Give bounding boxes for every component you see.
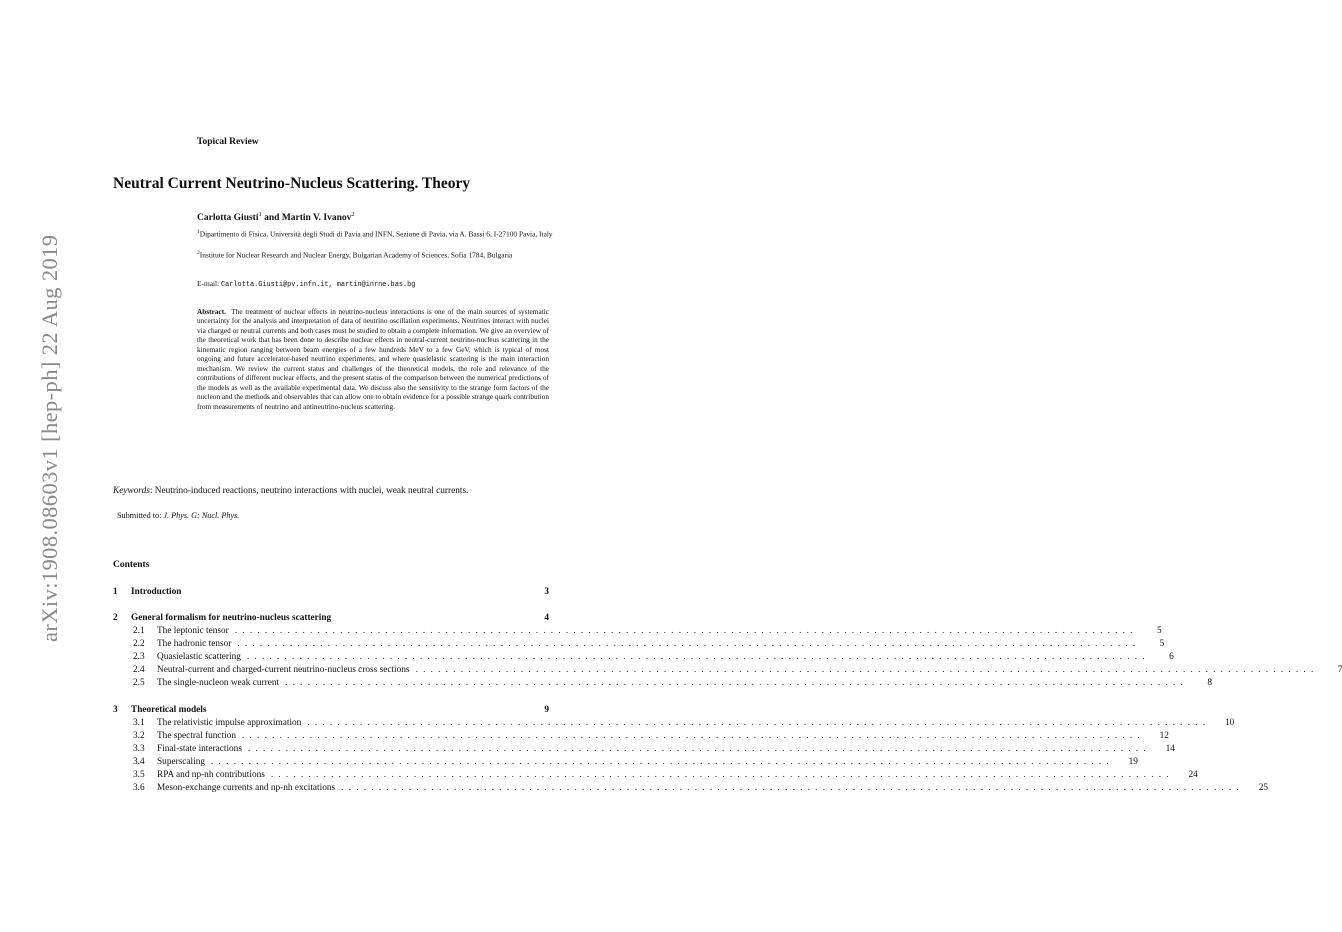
author-name: Carlotta Giusti <box>197 213 259 224</box>
toc-subsection-title: Meson-exchange currents and np-nh excitations <box>157 783 336 793</box>
affiliation-text: Dipartimento di Fisica, Università degli Studi di Pavia and INFN, Sezione di Pavia, via A. Bassi 6, I-27100 Pavia, Italy <box>199 229 553 239</box>
toc-leader-dots: ........................................................................................................................ <box>234 626 1138 636</box>
email-line <box>197 279 415 289</box>
toc-page-number: 5 <box>1157 626 1162 636</box>
toc-subsection-title: The single-nucleon weak current <box>157 678 280 688</box>
toc-subsection-title: The hadronic tensor <box>157 639 232 649</box>
toc-leader-dots: ........................................................................................................................ <box>247 744 1151 754</box>
toc-subsection-number: 2.2 <box>133 639 145 649</box>
author-line <box>197 211 355 223</box>
toc-subsection-title: RPA and np-nh contributions <box>157 770 265 780</box>
toc-leader-dots: ........................................................................................................................ <box>415 665 1319 675</box>
affiliation-text: Institute for Nuclear Research and Nuclear Energy, Bulgarian Academy of Sciences, Sofia 1784, Bulgaria <box>199 250 513 260</box>
toc-page-number: 3 <box>544 587 549 597</box>
toc-page-number: 25 <box>1258 783 1269 793</box>
toc-subsection-number: 3.6 <box>133 783 145 793</box>
toc-subsection-number: 3.1 <box>133 718 145 728</box>
toc-subsection[interactable] <box>133 757 1138 769</box>
toc-page-number: 19 <box>1128 757 1138 767</box>
toc-subsection[interactable] <box>133 639 1165 651</box>
toc-subsection-title: Neutral-current and charged-current neutrino-nucleus cross sections <box>157 665 410 675</box>
keywords-label: Keywords <box>113 486 150 496</box>
toc-subsection[interactable] <box>133 783 1269 795</box>
email-label: E-mail: <box>197 279 222 288</box>
toc-subsection-number: 2.3 <box>133 652 145 662</box>
toc-subsection-title: Quasielastic scattering <box>157 652 241 662</box>
toc-section-title: Introduction <box>131 587 182 597</box>
affiliation-marker: 2 <box>351 211 355 218</box>
toc-subsection[interactable] <box>133 731 1169 743</box>
toc-subsection[interactable] <box>133 678 1213 690</box>
author-conjunction: and <box>261 213 282 224</box>
toc-page-number: 14 <box>1165 744 1175 754</box>
abstract-text: The treatment of nuclear effects in neutrino-nucleus interactions is one of the main sources of systematic uncertainty for the analysis and interpretation of data of neutrino oscillation experiments. Neutrinos interact with nuclei via charged or neutral currents and both cases must be studied to obtain a complete information. We give an overview of the theoretical work that has been done to describe nuclear effects in neutral-current neutrino-nucleus scattering in the kinematic region ranging between beam energies of a few hundreds MeV to a few GeV, which is typical of most ongoing and future accelerator-based neutrino experiments, and where quasielastic scattering is the main interaction mechanism. We review the current status and challenges of the theoretical models, the role and relevance of the contributions of different nuclear effects, and the present status of the comparison between the numerical predictions of the models as well as the available experimental data. We discuss also the sensitivity to the strange form factors of the nucleon and the methods and observables that can allow one to obtain evidence for a possible strange quark contribution from measurements of neutrino and antineutrino-nucleus scattering. <box>197 307 549 411</box>
toc-subsection-title: The leptonic tensor <box>157 626 229 636</box>
toc-subsection-number: 3.5 <box>133 770 145 780</box>
toc-subsection[interactable] <box>133 770 1198 782</box>
paper-title: Neutral Current Neutrino-Nucleus Scattering. Theory <box>113 175 471 192</box>
keywords-text: : Neutrino-induced reactions, neutrino interactions with nuclei, weak neutral currents. <box>149 486 469 496</box>
toc-subsection-number: 3.3 <box>133 744 145 754</box>
affiliation-marker: 1 <box>197 229 200 235</box>
toc-page-number: 10 <box>1224 718 1235 728</box>
toc-leader-dots: ........................................................................................................................ <box>341 783 1245 793</box>
toc-leader-dots: ........................................................................................................................ <box>285 678 1189 688</box>
keywords <box>113 486 549 497</box>
toc-section-number: 2 <box>113 613 118 623</box>
toc-subsection[interactable] <box>133 626 1162 638</box>
toc-subsection-number: 2.4 <box>133 665 145 675</box>
toc-leader-dots: ........................................................................................................................ <box>246 652 1150 662</box>
toc-section-number: 1 <box>113 587 118 597</box>
journal-name: J. Phys. G: Nucl. Phys. <box>163 511 240 520</box>
toc-section-title: General formalism for neutrino-nucleus scattering <box>131 613 332 623</box>
toc-subsection-number: 2.5 <box>133 678 145 688</box>
toc-section[interactable] <box>113 613 549 623</box>
toc-subsection[interactable] <box>133 744 1175 756</box>
article-type: Topical Review <box>197 137 259 147</box>
toc-subsection-title: The relativistic impulse approximation <box>157 718 302 728</box>
toc-page-number: 4 <box>544 613 549 623</box>
submitted-label: Submitted to: <box>117 511 164 520</box>
toc-section[interactable] <box>113 587 549 597</box>
contents-heading: Contents <box>113 560 150 570</box>
toc-subsection-title: Final-state interactions <box>157 744 242 754</box>
toc-subsection-number: 3.4 <box>133 757 145 767</box>
toc-leader-dots: ........................................................................................................................ <box>211 757 1114 767</box>
toc-subsection[interactable] <box>133 652 1174 664</box>
affiliation-marker: 2 <box>197 250 200 256</box>
toc-leader-dots: ........................................................................................................................ <box>307 718 1211 728</box>
email-addresses[interactable]: Carlotta.Giusti@pv.infn.it, martin@inrne.bas.bg <box>221 281 416 289</box>
toc-subsection-number: 2.1 <box>133 626 145 636</box>
toc-section[interactable] <box>113 705 549 715</box>
toc-page-number: 8 <box>1207 678 1213 688</box>
abstract-heading: Abstract. <box>197 307 226 316</box>
author-name: Martin V. Ivanov <box>281 213 352 224</box>
toc-subsection-number: 3.2 <box>133 731 145 741</box>
toc-subsection-title: Superscaling <box>157 757 206 767</box>
toc-page-number: 5 <box>1159 639 1165 649</box>
submitted-to <box>117 511 239 520</box>
toc-leader-dots: ........................................................................................................................ <box>237 639 1141 649</box>
toc-page-number: 7 <box>1337 665 1342 675</box>
toc-subsection[interactable] <box>133 718 1235 730</box>
toc-page-number: 6 <box>1169 652 1174 662</box>
toc-subsection-title: The spectral function <box>157 731 236 741</box>
toc-section-number: 3 <box>113 705 118 715</box>
affiliation <box>197 228 557 239</box>
affiliation-marker: 1 <box>258 211 262 218</box>
toc-leader-dots: ........................................................................................................................ <box>270 770 1174 780</box>
abstract <box>197 307 549 411</box>
toc-leader-dots: ........................................................................................................................ <box>242 731 1145 741</box>
arxiv-identifier-stamp: arXiv:1908.08603v1 [hep-ph] 22 Aug 2019 <box>37 234 62 642</box>
toc-section-title: Theoretical models <box>131 705 207 715</box>
toc-page-number: 9 <box>544 705 549 715</box>
toc-page-number: 24 <box>1188 770 1198 780</box>
affiliation <box>197 249 557 260</box>
toc-page-number: 12 <box>1159 731 1169 741</box>
toc-subsection[interactable] <box>133 665 1342 677</box>
